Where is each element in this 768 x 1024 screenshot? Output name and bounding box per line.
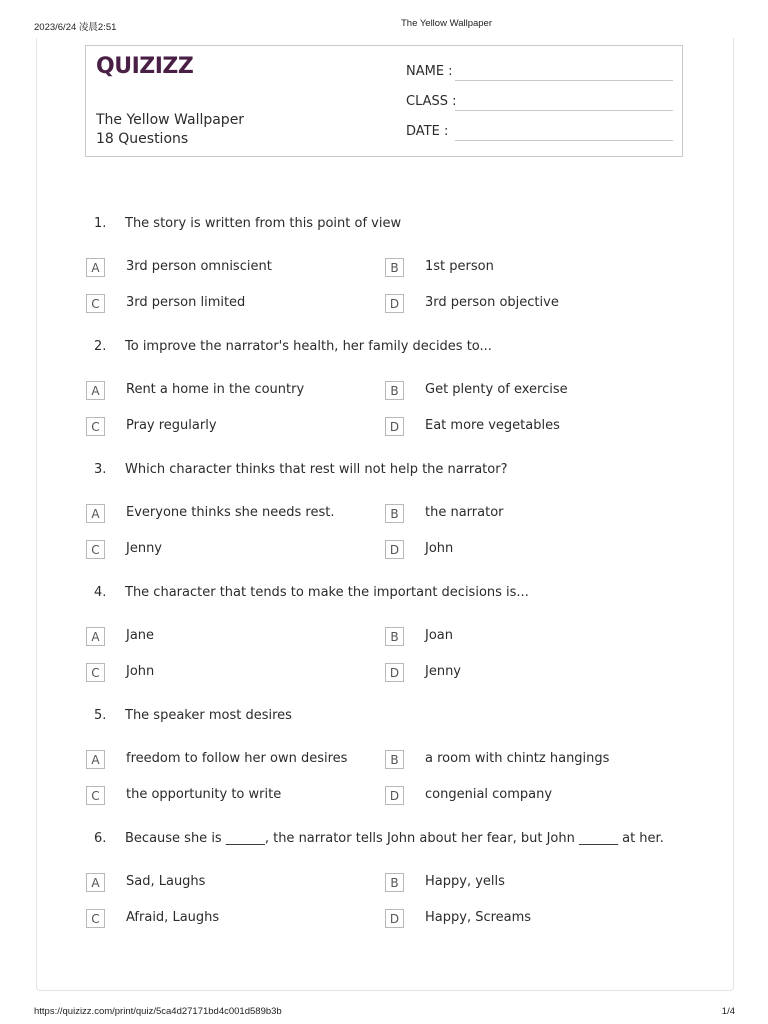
option-letter-box: C [86, 294, 105, 313]
option-letter-box: D [385, 417, 404, 436]
option-text: 3rd person limited [126, 295, 246, 310]
option-text: John [126, 664, 155, 679]
option-text: congenial company [425, 787, 553, 802]
option-text: Rent a home in the country [126, 382, 305, 397]
class-line [455, 110, 673, 111]
question-number: 5. [94, 708, 107, 723]
option-letter-box: B [385, 873, 404, 892]
option-text: 3rd person objective [425, 295, 559, 310]
date-label: DATE : [406, 124, 449, 139]
print-footer [0, 994, 768, 1024]
quizizz-logo: QUIZIZZ [96, 54, 194, 79]
print-title: The Yellow Wallpaper [400, 18, 492, 29]
option-letter-box: A [86, 504, 105, 523]
option-text: Jane [126, 628, 155, 643]
option-letter-box: B [385, 381, 404, 400]
date-field [406, 124, 448, 139]
option-text: Joan [425, 628, 453, 643]
question-number: 3. [94, 462, 107, 477]
option-text: a room with chintz hangings [425, 751, 610, 766]
question-text: The character that tends to make the important decisions is... [125, 585, 529, 600]
question-number: 2. [94, 339, 107, 354]
worksheet-header [85, 45, 683, 157]
question-number: 4. [94, 585, 107, 600]
option-text: Sad, Laughs [126, 874, 206, 889]
option-letter-box: A [86, 873, 105, 892]
option-text: Everyone thinks she needs rest. [126, 505, 335, 520]
option-letter-box: A [86, 381, 105, 400]
option-text: John [425, 541, 454, 556]
option-text: Get plenty of exercise [425, 382, 568, 397]
page-number: 1/4 [721, 1006, 735, 1017]
option-letter-box: D [385, 540, 404, 559]
class-field [406, 94, 457, 109]
question-number: 6. [94, 831, 107, 846]
option-letter-box: C [86, 909, 105, 928]
option-letter-box: C [86, 786, 105, 805]
option-text: the opportunity to write [126, 787, 282, 802]
option-letter-box: B [385, 627, 404, 646]
print-url: https://quizizz.com/print/quiz/5ca4d27171bd4c001d589b3b [34, 1006, 282, 1017]
option-text: Happy, yells [425, 874, 505, 889]
option-letter-box: B [385, 504, 404, 523]
question-count: 18 Questions [96, 131, 189, 147]
option-letter-box: C [86, 417, 105, 436]
option-letter-box: C [86, 663, 105, 682]
option-letter-box: B [385, 750, 404, 769]
option-letter-box: D [385, 663, 404, 682]
option-text: Happy, Screams [425, 910, 532, 925]
option-text: Eat more vegetables [425, 418, 560, 433]
question-number: 1. [94, 216, 107, 231]
name-field [406, 64, 453, 79]
option-text: freedom to follow her own desires [126, 751, 348, 766]
question-text: The speaker most desires [125, 708, 292, 723]
print-header [0, 0, 768, 38]
option-letter-box: C [86, 540, 105, 559]
class-label: CLASS : [406, 94, 457, 109]
date-line [455, 140, 673, 141]
option-letter-box: D [385, 909, 404, 928]
option-letter-box: A [86, 627, 105, 646]
name-line [455, 80, 673, 81]
option-text: Afraid, Laughs [126, 910, 220, 925]
question-text: To improve the narrator's health, her family decides to... [125, 339, 492, 354]
option-letter-box: A [86, 258, 105, 277]
quiz-title: The Yellow Wallpaper [96, 112, 245, 128]
option-letter-box: A [86, 750, 105, 769]
option-letter-box: B [385, 258, 404, 277]
question-text: Which character thinks that rest will not help the narrator? [125, 462, 508, 477]
option-text: 3rd person omniscient [126, 259, 272, 274]
option-text: the narrator [425, 505, 504, 520]
option-letter-box: D [385, 294, 404, 313]
name-label: NAME : [406, 64, 453, 79]
question-text: Because she is ______, the narrator tells John about her fear, but John ______ at her. [125, 831, 664, 846]
print-date: 2023/6/24 凌晨2:51 [34, 22, 117, 33]
option-text: 1st person [425, 259, 494, 274]
question-text: The story is written from this point of view [125, 216, 402, 231]
option-text: Jenny [425, 664, 462, 679]
option-letter-box: D [385, 786, 404, 805]
option-text: Jenny [126, 541, 163, 556]
option-text: Pray regularly [126, 418, 217, 433]
